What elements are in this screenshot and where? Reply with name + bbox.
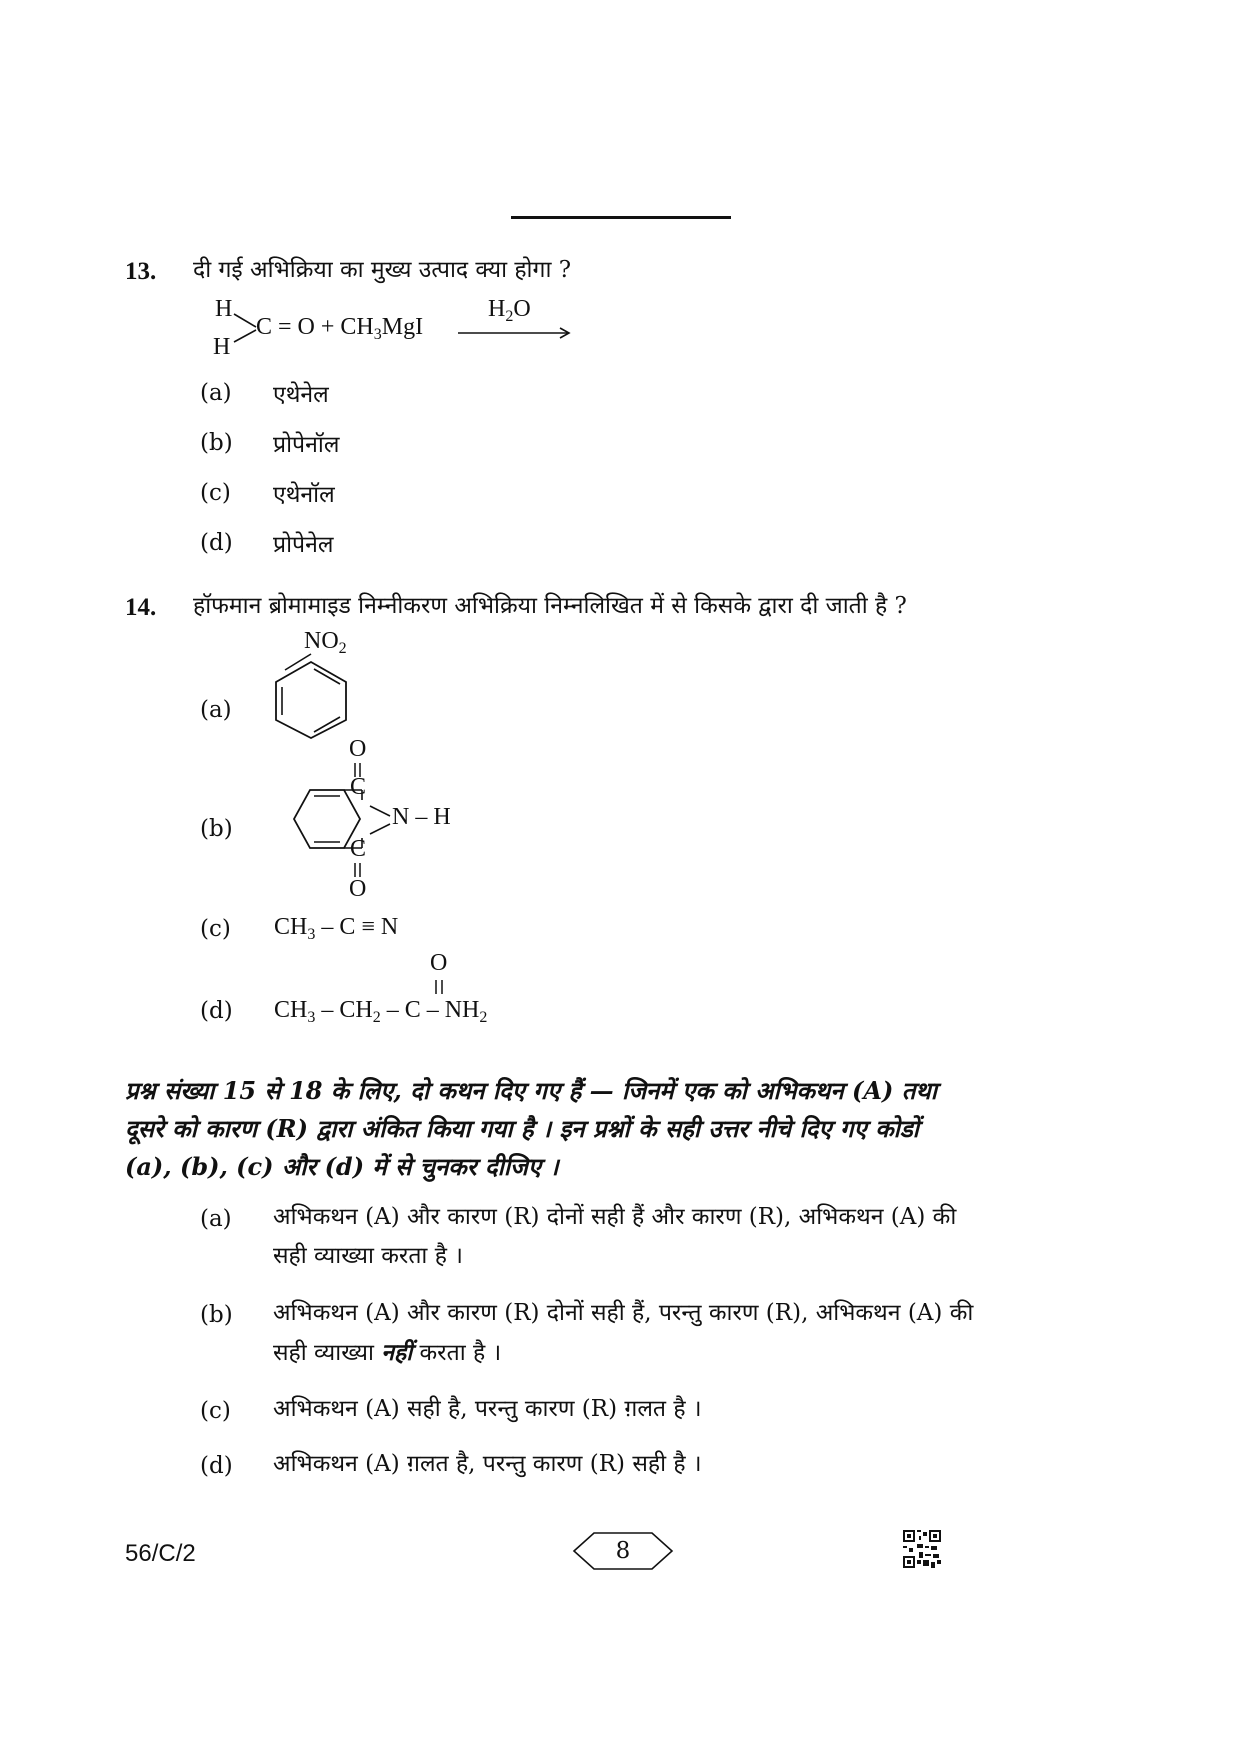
- ar-option-d-label: (d): [200, 1453, 233, 1479]
- q13-option-c-text: एथेनॉल: [273, 482, 335, 508]
- carbonyl-c-top: C: [350, 774, 367, 800]
- q14-option-b-label: (b): [200, 816, 233, 842]
- instruction-line-3: (a), (b), (c) और (d) में से चुनकर दीजिए ।: [125, 1152, 559, 1181]
- propanamide-formula: $CH_3 - CH_2$ – C – $NH_2$: [274, 997, 488, 1026]
- nitro-group-label: $NO_2$: [304, 628, 347, 657]
- ar-option-a-label: (a): [200, 1206, 232, 1232]
- ar-option-a-line-1: अभिकथन (A) और कारण (R) दोनों सही हैं और कारण (R), अभिकथन (A) की: [273, 1204, 957, 1230]
- carbonyl-o-top: O: [349, 736, 367, 762]
- reaction-arrow: [458, 326, 573, 340]
- q14-option-a-label: (a): [200, 697, 232, 723]
- question-13-number: 13.: [125, 258, 157, 285]
- question-14-number: 14.: [125, 594, 157, 621]
- reaction-reagent-over-arrow: $H_2O$: [488, 296, 531, 325]
- reaction-reactants: $C = O + CH_3MgI$: [256, 314, 424, 343]
- qr-code-icon: [903, 1530, 941, 1568]
- ar-option-a-text: [273, 1198, 1088, 1276]
- nitrobenzene-structure: [270, 652, 352, 740]
- question-14-text: हॉफमान ब्रोमामाइड निम्नीकरण अभिक्रिया निम्नलिखित में से किसके द्वारा दी जाती है ?: [193, 593, 907, 619]
- q13-option-b-text: प्रोपेनॉल: [273, 432, 340, 458]
- propanamide-double-bond: [433, 978, 447, 996]
- q13-option-d-label: (d): [200, 530, 233, 556]
- acetonitrile-formula: $CH_3 - C \equiv N$: [274, 914, 399, 943]
- instruction-line-1: प्रश्न संख्या 15 से 18 के लिए, दो कथन दिए गए हैं — जिनमें एक को अभिकथन (A) तथा: [125, 1076, 937, 1105]
- emphasis-not: नहीं: [381, 1339, 413, 1366]
- ar-option-c-text: अभिकथन (A) सही है, परन्तु कारण (R) ग़लत है ।: [273, 1396, 702, 1422]
- reaction-h-bottom: H: [213, 334, 231, 360]
- phthalimide-structure: [270, 736, 520, 902]
- ar-option-d-text: अभिकथन (A) ग़लत है, परन्तु कारण (R) सही है ।: [273, 1451, 702, 1477]
- carbonyl-c-bottom: C: [350, 836, 367, 862]
- q13-option-c-label: (c): [200, 480, 231, 506]
- carbonyl-o-bottom: O: [349, 876, 367, 902]
- q13-option-b-label: (b): [200, 430, 233, 456]
- ar-option-b-line-1: अभिकथन (A) और कारण (R) दोनों सही हैं, परन्तु कारण (R), अभिकथन (A) की: [273, 1300, 974, 1326]
- q13-reaction: [210, 296, 590, 362]
- instruction-line-2: दूसरे को कारण (R) द्वारा अंकित किया गया है । इन प्रश्नों के सही उत्तर नीचे दिए गए कोडों: [125, 1114, 919, 1143]
- ar-option-b-label: (b): [200, 1302, 233, 1328]
- page-number-badge: [572, 1531, 674, 1571]
- ar-option-c-label: (c): [200, 1398, 231, 1424]
- ar-option-b-line-2: सही व्याख्या नहीं करता है ।: [273, 1339, 502, 1366]
- reaction-h-top: H: [215, 296, 233, 322]
- q14-option-d-label: (d): [200, 998, 233, 1024]
- question-13-text: दी गई अभिक्रिया का मुख्य उत्पाद क्या होगा ?: [193, 257, 572, 283]
- propanamide-o: O: [430, 950, 448, 976]
- q14-option-c-label: (c): [200, 916, 231, 942]
- header-rule: [511, 216, 731, 219]
- imide-nh: N – H: [392, 804, 451, 830]
- q13-option-a-label: (a): [200, 380, 232, 406]
- paper-code: 56/C/2: [125, 1540, 196, 1567]
- q13-option-a-text: एथेनेल: [273, 382, 329, 408]
- assertion-reason-instructions: [125, 1072, 1065, 1186]
- ar-option-b-text: [273, 1294, 1088, 1373]
- page-number: 8: [615, 1538, 631, 1564]
- ar-option-a-line-2: सही व्याख्या करता है ।: [273, 1243, 463, 1269]
- q13-option-d-text: प्रोपेनेल: [273, 532, 334, 558]
